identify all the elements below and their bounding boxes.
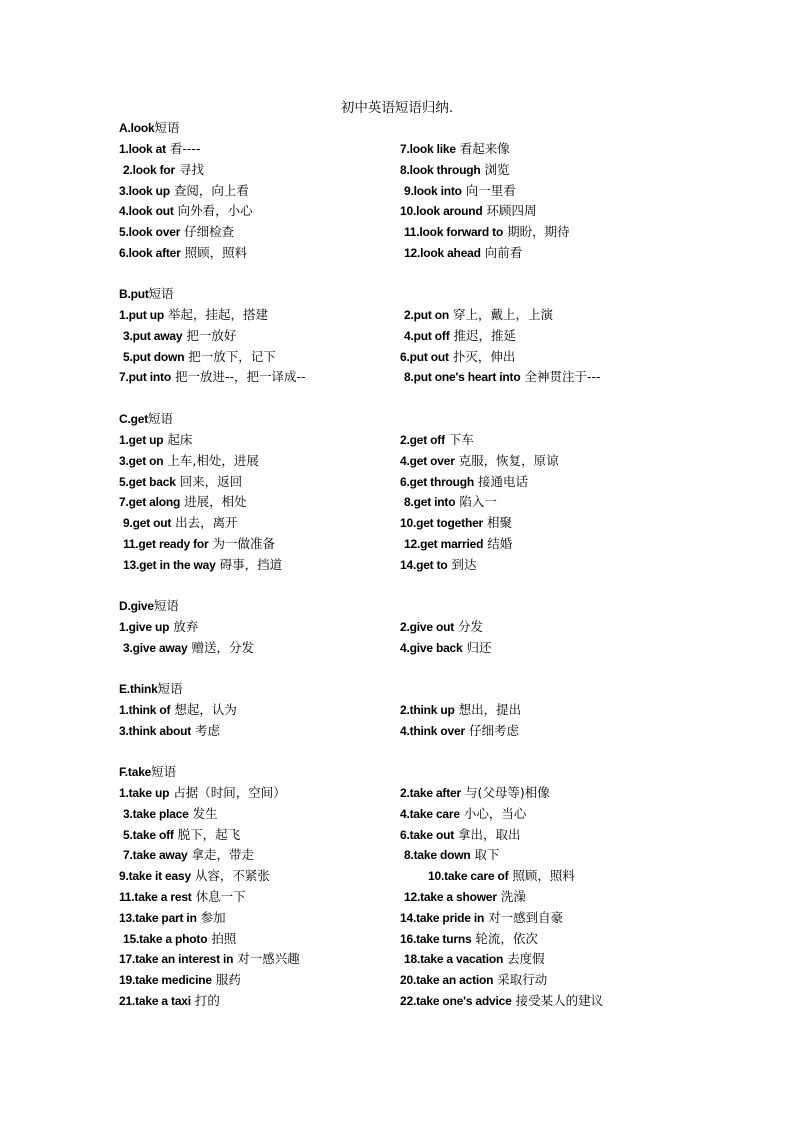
phrase-zh: 仔细考虑: [464, 722, 519, 738]
phrase-right: [404, 305, 553, 326]
phrase-row: [0, 181, 794, 202]
phrase-zh: 脱下，起飞: [173, 826, 241, 842]
phrase-right: [404, 534, 512, 555]
phrase-en: 1.take up: [119, 786, 170, 800]
phrase-right: [400, 201, 537, 222]
phrase-zh: 拿出，取出: [454, 826, 521, 842]
phrase-row: [0, 160, 794, 181]
phrase-left: [119, 472, 242, 493]
phrase-en: 9.get out: [123, 516, 172, 531]
phrase-zh: 照顾，照料: [180, 245, 248, 260]
phrase-right: [400, 160, 510, 181]
phrase-en: 6.put out: [400, 349, 449, 364]
phrase-zh: 期盼，期待: [503, 224, 570, 240]
phrase-left: [119, 783, 286, 804]
phrase-en: 15.take a photo: [123, 931, 208, 946]
phrase-right: [428, 866, 575, 887]
phrase-row: [0, 617, 794, 638]
phrase-row: [0, 804, 794, 825]
phrase-en: 3.take place: [123, 806, 189, 821]
phrase-row: [0, 555, 794, 576]
phrase-row: [0, 513, 794, 534]
phrase-left: [119, 908, 226, 929]
phrase-en: 10.get together: [400, 516, 484, 531]
phrase-en: 3.get on: [119, 453, 164, 468]
phrase-row: [0, 991, 794, 1012]
phrase-en: 8.put one's heart into: [404, 370, 521, 385]
phrase-row: [0, 347, 794, 368]
phrase-en: 12.look ahead: [404, 246, 481, 260]
phrase-en: 11.take a rest: [119, 890, 192, 904]
phrase-en: 8.take down: [404, 848, 471, 863]
section-heading: [119, 762, 176, 782]
phrase-right: [400, 700, 521, 721]
phrase-zh: 扑灭，伸出: [448, 348, 516, 364]
phrase-en: 12.take a shower: [404, 890, 497, 904]
phrase-right: [400, 804, 526, 825]
phrase-en: 4.put off: [404, 328, 450, 343]
phrase-row: [0, 451, 794, 472]
phrase-zh: 把一放进--，把一译成--: [171, 369, 306, 385]
section-heading: [119, 596, 179, 616]
phrase-row: [0, 492, 794, 513]
phrase-zh: 寻找: [175, 161, 204, 177]
phrase-left: [123, 534, 275, 555]
phrase-en: 8.get into: [404, 495, 456, 510]
phrase-zh: 环顾四周: [482, 203, 537, 219]
phrase-zh: 向外看，小心: [173, 203, 253, 219]
phrase-zh: 赠送，分发: [187, 639, 254, 655]
phrase-zh: 发生: [188, 805, 218, 821]
phrase-zh: 轮流，依次: [471, 930, 538, 946]
section-heading: [119, 284, 174, 304]
phrase-row: [0, 367, 794, 388]
phrase-en: 3.think about: [119, 723, 192, 738]
phrase-zh: 向一里看: [461, 182, 516, 198]
phrase-row: [0, 700, 794, 721]
phrase-left: [119, 492, 247, 513]
phrase-row: [0, 721, 794, 742]
phrase-zh: 拿走，带走: [187, 847, 254, 863]
section-heading-zh: 短语: [153, 598, 179, 613]
phrase-right: [400, 638, 492, 659]
phrase-zh: 举起，挂起，搭建: [164, 307, 269, 322]
phrase-right: [404, 845, 499, 866]
phrase-zh: 回来，返回: [175, 473, 243, 489]
phrase-left: [119, 887, 246, 908]
phrase-zh: 为一做准备: [208, 536, 275, 551]
phrase-en: 7.take away: [123, 848, 188, 863]
phrase-zh: 相聚: [483, 515, 513, 531]
phrase-zh: 把一放下，记下: [184, 348, 276, 364]
phrase-en: 2.put on: [404, 308, 450, 322]
phrase-right: [400, 825, 521, 846]
phrase-zh: 把一放好: [182, 327, 237, 343]
phrase-en: 2.look for: [123, 162, 176, 177]
phrase-left: [119, 949, 300, 970]
phrase-right: [400, 617, 483, 638]
phrase-en: 3.give away: [123, 640, 188, 655]
phrase-right: [404, 887, 526, 908]
section-heading: [119, 118, 179, 138]
phrase-en: 10.take care of: [428, 869, 509, 884]
phrase-row: [0, 970, 794, 991]
section-heading-en: F.take: [119, 765, 152, 779]
phrase-zh: 想出，提出: [454, 702, 522, 717]
phrase-en: 2.take after: [400, 786, 461, 800]
phrase-zh: 分发: [454, 619, 483, 634]
phrase-zh: 看----: [165, 141, 201, 156]
phrase-zh: 取下: [470, 847, 500, 863]
phrase-row: [0, 949, 794, 970]
phrase-zh: 碍事，挡道: [215, 556, 283, 572]
phrase-left: [119, 451, 259, 472]
section-heading-zh: 短语: [154, 120, 180, 135]
phrase-left: [123, 845, 254, 866]
phrase-en: 17.take an interest in: [119, 952, 234, 967]
phrase-en: 3.look up: [119, 183, 170, 198]
phrase-zh: 全神贯注于---: [520, 369, 601, 385]
phrase-zh: 对一感到自豪: [484, 909, 564, 925]
phrase-zh: 推迟，推延: [449, 327, 517, 343]
phrase-en: 10.look around: [400, 204, 483, 219]
phrase-en: 11.look forward to: [404, 225, 504, 240]
phrase-left: [123, 160, 204, 181]
phrase-zh: 从容，不紧张: [190, 868, 270, 884]
phrase-row: [0, 866, 794, 887]
phrase-right: [404, 492, 497, 513]
section-heading-zh: 短语: [151, 764, 177, 779]
phrase-right: [400, 451, 559, 472]
section-heading-zh: 短语: [148, 411, 174, 426]
phrase-right: [404, 222, 570, 243]
phrase-right: [400, 430, 474, 451]
phrase-en: 5.put down: [123, 349, 185, 364]
phrase-en: 16.take turns: [400, 931, 472, 946]
section-heading-zh: 短语: [148, 286, 174, 301]
phrase-zh: 洗澡: [496, 889, 526, 904]
phrase-en: 21.take a taxi: [119, 994, 191, 1008]
phrase-zh: 接受某人的建议: [511, 993, 604, 1008]
phrase-zh: 对一感兴趣: [233, 951, 300, 967]
phrase-row: [0, 139, 794, 160]
phrase-left: [119, 700, 237, 721]
phrase-right: [400, 783, 550, 804]
phrase-right: [404, 367, 600, 388]
phrase-en: 9.look into: [404, 183, 462, 198]
section-heading-en: C.get: [119, 412, 149, 426]
phrase-left: [119, 243, 247, 264]
phrase-right: [404, 326, 516, 347]
phrase-en: 6.take out: [400, 827, 455, 842]
phrase-en: 14.take pride in: [400, 910, 485, 925]
phrase-en: 6.look after: [119, 246, 181, 260]
phrase-right: [404, 243, 522, 264]
phrase-zh: 参加: [196, 909, 226, 925]
phrase-right: [404, 949, 545, 970]
phrase-en: 22.take one's advice: [400, 994, 512, 1008]
phrase-left: [123, 326, 236, 347]
phrase-en: 1.give up: [119, 620, 170, 634]
phrase-zh: 上车,相处，进展: [163, 452, 259, 468]
phrase-row: [0, 887, 794, 908]
phrase-zh: 照顾，照料: [508, 868, 575, 884]
phrase-zh: 与(父母等)相像: [460, 785, 550, 800]
phrase-en: 2.think up: [400, 703, 455, 717]
phrase-left: [123, 825, 240, 846]
section-heading: [119, 679, 183, 699]
phrase-right: [400, 970, 547, 991]
phrase-row: [0, 305, 794, 326]
phrase-en: 8.look through: [400, 162, 481, 177]
phrase-left: [123, 555, 282, 576]
phrase-row: [0, 243, 794, 264]
phrase-zh: 穿上，戴上，上演: [449, 307, 554, 322]
phrase-left: [123, 929, 236, 950]
phrase-right: [400, 908, 563, 929]
phrase-zh: 接通电话: [474, 473, 529, 489]
phrase-zh: 打的: [190, 993, 220, 1008]
phrase-row: [0, 929, 794, 950]
section-heading: [119, 409, 173, 429]
phrase-right: [400, 513, 512, 534]
phrase-row: [0, 430, 794, 451]
phrase-left: [119, 991, 220, 1012]
phrase-left: [123, 347, 276, 368]
phrase-zh: 进展，相处: [180, 494, 247, 510]
phrase-en: 9.take it easy: [119, 869, 191, 884]
phrase-en: 6.get through: [400, 474, 475, 489]
phrase-zh: 归还: [462, 639, 492, 655]
phrase-right: [400, 347, 515, 368]
phrase-zh: 克服，恢复，原谅: [454, 452, 559, 468]
page-title: 初中英语短语归纳.: [340, 100, 454, 116]
phrase-left: [119, 139, 200, 160]
phrase-left: [119, 866, 270, 887]
phrase-right: [400, 721, 519, 742]
phrase-left: [119, 222, 234, 243]
phrase-row: [0, 845, 794, 866]
phrase-en: 4.give back: [400, 640, 463, 655]
phrase-zh: 占据（时间，空间）: [169, 785, 286, 800]
phrase-row: [0, 534, 794, 555]
phrase-en: 5.take off: [123, 827, 174, 842]
phrase-zh: 陷入一: [455, 494, 497, 510]
phrase-en: 19.take medicine: [119, 973, 212, 988]
phrase-en: 5.look over: [119, 225, 181, 240]
phrase-left: [119, 721, 220, 742]
phrase-en: 3.put away: [123, 328, 183, 343]
phrase-zh: 去度假: [503, 951, 545, 967]
section-heading-zh: 短语: [157, 681, 183, 696]
phrase-row: [0, 783, 794, 804]
phrase-zh: 向前看: [480, 245, 523, 260]
phrase-en: 4.take care: [400, 806, 460, 821]
phrase-en: 4.get over: [400, 453, 455, 468]
phrase-en: 7.look like: [400, 142, 456, 156]
phrase-zh: 看起来像: [455, 141, 510, 156]
phrase-right: [400, 555, 477, 576]
phrase-en: 7.get along: [119, 495, 181, 510]
phrase-en: 1.look at: [119, 142, 166, 156]
phrase-en: 12.get married: [404, 537, 484, 551]
phrase-zh: 起床: [163, 432, 193, 447]
section-heading-en: A.look: [119, 121, 155, 135]
phrase-right: [400, 139, 510, 160]
phrase-zh: 下车: [444, 432, 474, 447]
phrase-right: [400, 991, 603, 1012]
phrase-row: [0, 222, 794, 243]
phrase-en: 11.get ready for: [123, 537, 209, 551]
phrase-en: 5.get back: [119, 474, 176, 489]
phrase-left: [119, 201, 253, 222]
phrase-en: 2.get off: [400, 433, 445, 447]
phrase-zh: 拍照: [207, 930, 237, 946]
phrase-zh: 采取行动: [493, 972, 548, 988]
phrase-en: 18.take a vacation: [404, 952, 504, 967]
phrase-en: 1.think of: [119, 703, 171, 717]
phrase-zh: 查阅，向上看: [169, 182, 249, 198]
section-heading-en: D.give: [119, 599, 154, 613]
phrase-en: 7.put into: [119, 370, 171, 385]
phrase-zh: 出去，离开: [171, 515, 238, 531]
phrase-zh: 考虑: [191, 722, 221, 738]
phrase-right: [400, 472, 528, 493]
phrase-row: [0, 908, 794, 929]
phrase-en: 13.get in the way: [123, 557, 216, 572]
phrase-left: [119, 367, 306, 388]
phrase-zh: 服药: [211, 972, 241, 988]
phrase-left: [119, 305, 268, 326]
section-heading-en: E.think: [119, 682, 158, 696]
phrase-row: [0, 326, 794, 347]
phrase-en: 20.take an action: [400, 973, 494, 988]
phrase-left: [123, 513, 238, 534]
phrase-zh: 结婚: [483, 536, 513, 551]
phrase-left: [119, 430, 192, 451]
phrase-en: 4.look out: [119, 204, 174, 219]
phrase-zh: 仔细检查: [180, 224, 235, 240]
phrase-zh: 小心，当心: [459, 805, 527, 821]
phrase-en: 1.get up: [119, 433, 164, 447]
phrase-left: [119, 181, 249, 202]
phrase-right: [404, 181, 516, 202]
phrase-zh: 到达: [447, 556, 477, 572]
phrase-row: [0, 201, 794, 222]
phrase-en: 1.put up: [119, 308, 165, 322]
phrase-row: [0, 825, 794, 846]
phrase-en: 4.think over: [400, 723, 465, 738]
phrase-row: [0, 638, 794, 659]
phrase-en: 14.get to: [400, 557, 448, 572]
section-heading-en: B.put: [119, 287, 149, 301]
phrase-zh: 放弃: [169, 619, 199, 634]
phrase-row: [0, 472, 794, 493]
phrase-en: 2.give out: [400, 620, 455, 634]
phrase-zh: 休息一下: [191, 889, 246, 904]
phrase-zh: 浏览: [480, 161, 510, 177]
phrase-left: [123, 638, 254, 659]
phrase-right: [400, 929, 538, 950]
phrase-left: [123, 804, 218, 825]
phrase-left: [119, 617, 198, 638]
phrase-left: [119, 970, 241, 991]
phrase-en: 13.take part in: [119, 910, 197, 925]
phrase-zh: 想起，认为: [170, 702, 237, 717]
